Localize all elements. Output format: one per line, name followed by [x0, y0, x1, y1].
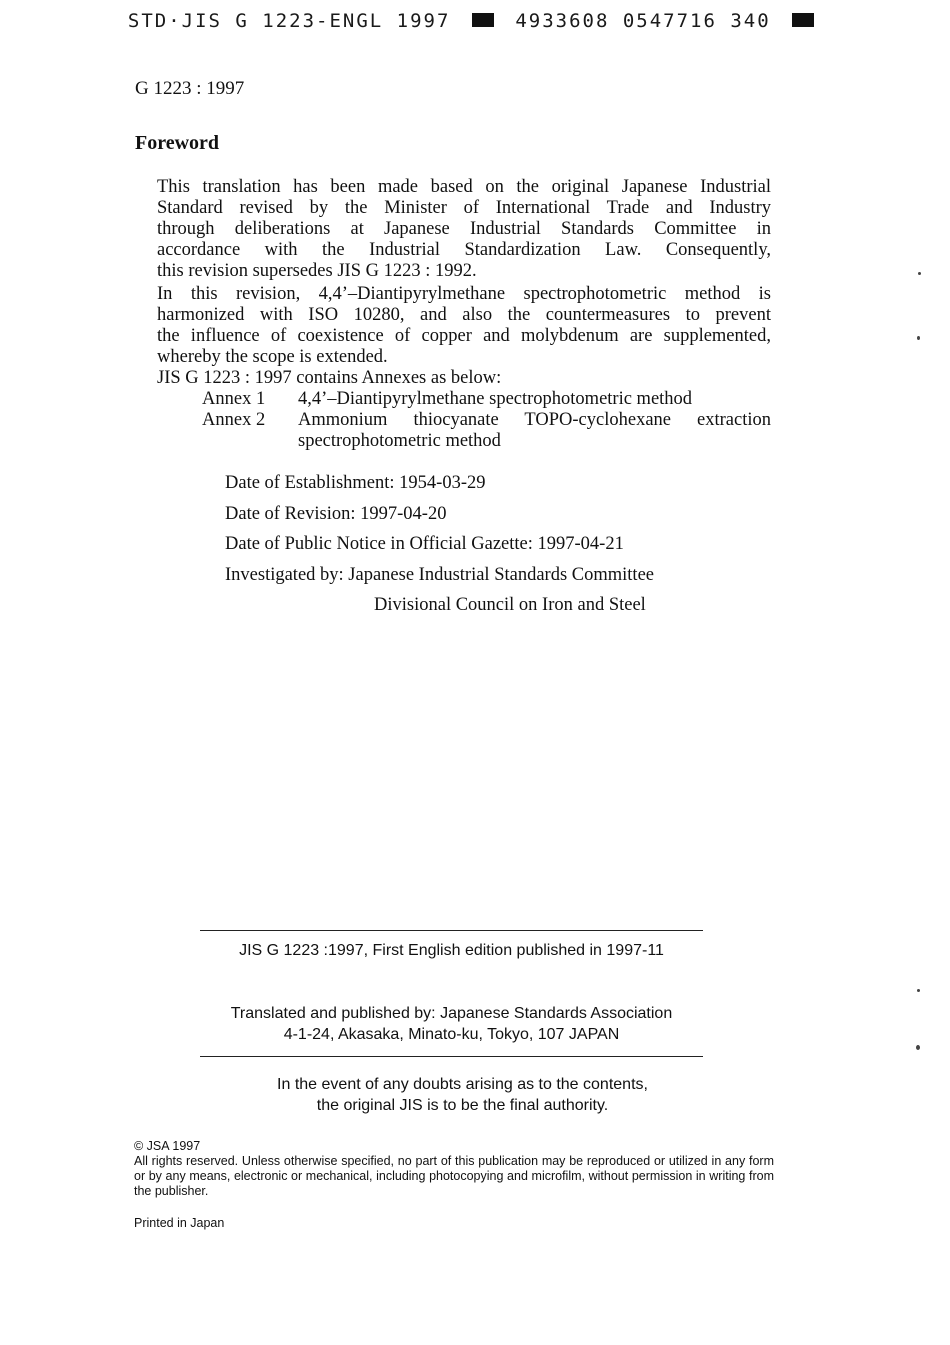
annex-title	[298, 389, 771, 410]
scan-speck	[916, 1045, 920, 1050]
date-of-public-notice: Date of Public Notice in Official Gazette: 1997-04-21	[225, 534, 624, 554]
foreword-paragraph-3	[157, 368, 771, 389]
printed-in: Printed in Japan	[134, 1216, 225, 1230]
publisher-name: Translated and published by: Japanese Standards Association	[230, 1005, 673, 1022]
scan-speck	[918, 272, 921, 275]
divider	[200, 1056, 703, 1057]
rights-statement: All rights reserved. Unless otherwise specified, no part of this publication may be reproduced or utilized in any form or by any means, electronic or mechanical, including photocopying and microfilm, without permission in writing from the publisher.	[134, 1154, 774, 1198]
annex-title-line: spectrophotometric method	[298, 431, 501, 451]
foreword-paragraph-1	[157, 177, 771, 282]
paragraph-line: the influence of coexistence of copper and molybdenum are supplemented,	[157, 326, 771, 346]
copyright-block	[134, 1139, 774, 1199]
copyright-notice: © JSA 1997	[134, 1139, 201, 1153]
foreword-title: Foreword	[135, 132, 220, 154]
investigated-by: Investigated by: Japanese Industrial Standards Committee	[225, 564, 654, 585]
annex-list	[202, 389, 771, 452]
investigating-council: Divisional Council on Iron and Steel	[374, 595, 646, 615]
scan-speck	[917, 336, 920, 340]
stamp-block-mark	[472, 13, 494, 27]
paragraph-line: accordance with the Industrial Standardization Law. Consequently,	[157, 240, 771, 260]
doc-number: G 1223 : 1997	[135, 78, 245, 99]
paragraph-line: this revision supersedes JIS G 1223 : 1992.	[157, 261, 477, 281]
foreword-paragraph-2	[157, 284, 771, 368]
paragraph-line: In this revision, 4,4’–Diantipyrylmethane spectrophotometric method is	[157, 284, 771, 304]
paragraph-line: through deliberations at Japanese Industrial Standards Committee in	[157, 219, 771, 239]
stamp-block-mark	[792, 13, 814, 27]
annex-item	[202, 410, 771, 452]
date-of-revision: Date of Revision: 1997-04-20	[225, 503, 447, 524]
paragraph-line: whereby the scope is extended.	[157, 347, 388, 367]
annex-label: Annex 1	[202, 389, 266, 409]
dates-block	[225, 472, 654, 625]
paragraph-line: harmonized with ISO 10280, and also the countermeasures to prevent	[157, 305, 771, 325]
stamp-serial: 4933608 0547716 340	[515, 10, 771, 32]
header-stamp	[0, 10, 950, 32]
annex-item	[202, 389, 771, 410]
authority-note	[0, 1074, 925, 1116]
scan-speck	[917, 989, 920, 992]
annex-title	[298, 410, 771, 452]
divider	[200, 930, 703, 931]
edition-note: JIS G 1223 :1997, First English edition published in 1997-11	[239, 942, 664, 959]
annex-title-line: 4,4’–Diantipyrylmethane spectrophotometric method	[298, 389, 693, 409]
paragraph-line: This translation has been made based on the original Japanese Industrial	[157, 177, 771, 197]
authority-line: In the event of any doubts arising as to the contents,	[277, 1076, 648, 1093]
paragraph-line: JIS G 1223 : 1997 contains Annexes as below:	[157, 368, 502, 388]
publisher-address: 4-1-24, Akasaka, Minato-ku, Tokyo, 107 JAPAN	[283, 1026, 620, 1043]
authority-line: the original JIS is to be the final authority.	[316, 1097, 609, 1114]
annex-title-line: Ammonium thiocyanate TOPO-cyclohexane extraction	[298, 410, 771, 430]
publisher-block	[0, 1003, 903, 1045]
annex-label: Annex 2	[202, 410, 266, 430]
stamp-code: STD·JIS G 1223-ENGL 1997	[127, 10, 451, 32]
date-of-establishment: Date of Establishment: 1954-03-29	[225, 473, 486, 493]
paragraph-line: Standard revised by the Minister of International Trade and Industry	[157, 198, 771, 218]
